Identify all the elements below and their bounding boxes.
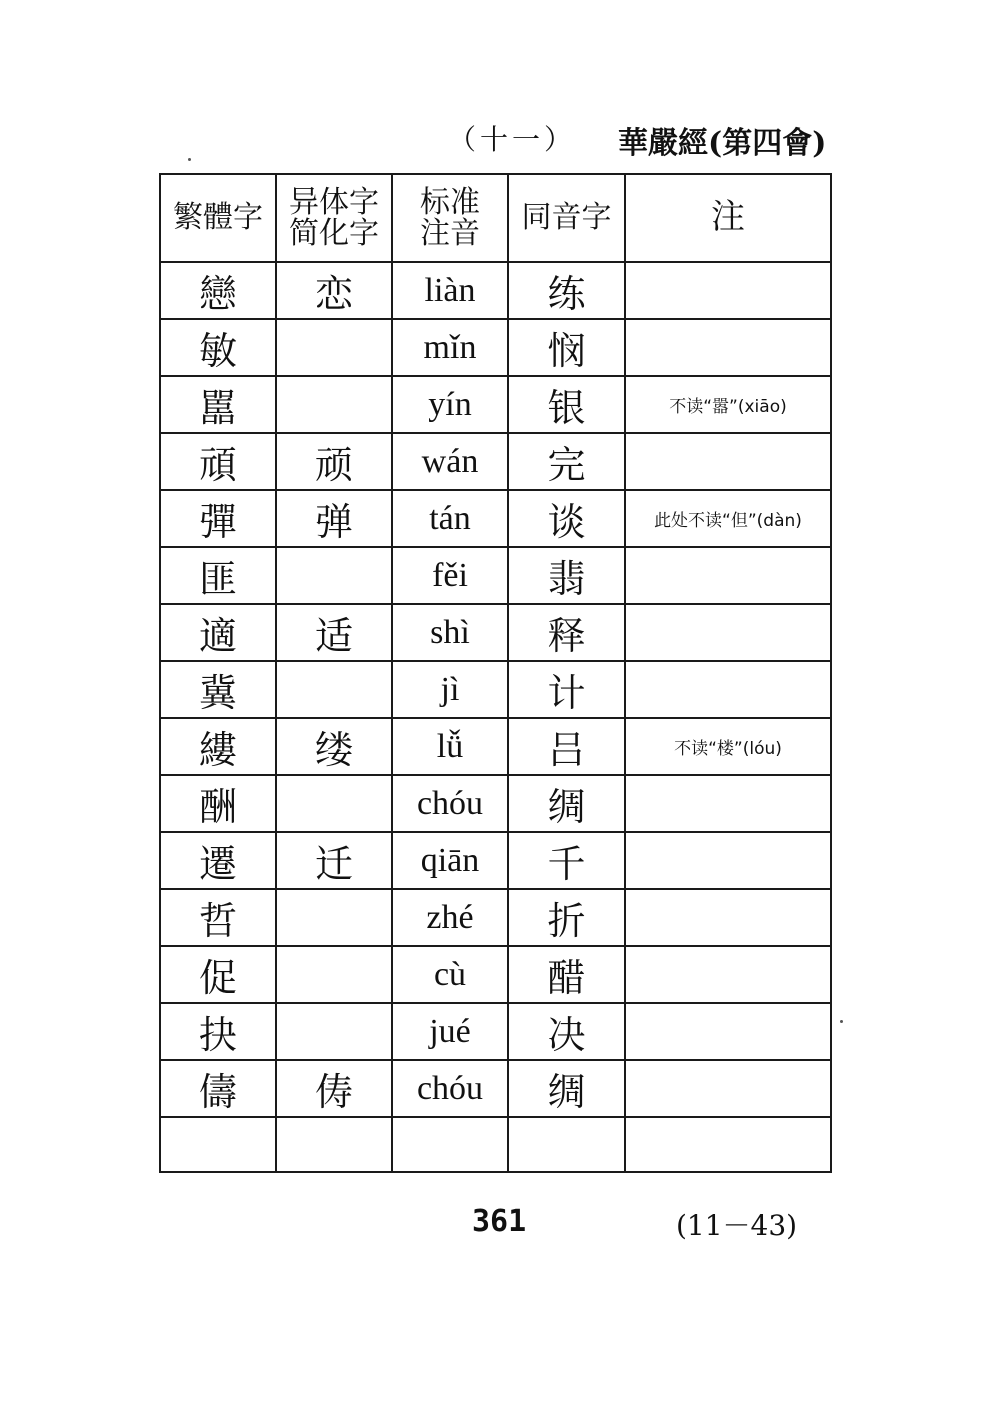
- traditional-char: 酬: [160, 775, 276, 832]
- traditional-char: 促: [160, 946, 276, 1003]
- note-cell: [625, 661, 831, 718]
- traditional-char: 哲: [160, 889, 276, 946]
- simplified-char: 恋: [276, 262, 392, 319]
- pronunciation-table: [159, 173, 832, 1173]
- traditional-char: 匪: [160, 547, 276, 604]
- simplified-char: 缕: [276, 718, 392, 775]
- homophone-char: 释: [508, 604, 625, 661]
- table-row: [160, 661, 831, 718]
- table-row: [160, 490, 831, 547]
- homophone-char: 绸: [508, 775, 625, 832]
- homophone-char: 悯: [508, 319, 625, 376]
- pinyin-cell: jué: [392, 1003, 508, 1060]
- traditional-char: 嚚: [160, 376, 276, 433]
- note-cell: [625, 775, 831, 832]
- traditional-char: 適: [160, 604, 276, 661]
- homophone-char: 折: [508, 889, 625, 946]
- pinyin-cell: yín: [392, 376, 508, 433]
- pinyin-cell: [392, 1117, 508, 1172]
- simplified-char: 迁: [276, 832, 392, 889]
- simplified-char: [276, 1117, 392, 1172]
- traditional-char: 頑: [160, 433, 276, 490]
- note-cell: [625, 889, 831, 946]
- table-row: [160, 1117, 831, 1172]
- table-row: [160, 832, 831, 889]
- note-cell: [625, 1003, 831, 1060]
- traditional-char: 抉: [160, 1003, 276, 1060]
- table-row: [160, 433, 831, 490]
- traditional-char: 冀: [160, 661, 276, 718]
- section-number: （十一）: [448, 123, 577, 156]
- pinyin-cell: tán: [392, 490, 508, 547]
- note-cell: [625, 1117, 831, 1172]
- header-variant-simplified: [276, 174, 392, 262]
- note-cell: [625, 433, 831, 490]
- pinyin-cell: qiān: [392, 832, 508, 889]
- simplified-char: [276, 661, 392, 718]
- scan-speck: [188, 158, 191, 161]
- sutra-title: 華嚴經(第四會): [618, 126, 827, 161]
- table-row: [160, 604, 831, 661]
- simplified-char: [276, 1003, 392, 1060]
- note-cell: 不读“楼”(lóu): [625, 718, 831, 775]
- homophone-char: 吕: [508, 718, 625, 775]
- homophone-char: 千: [508, 832, 625, 889]
- homophone-char: 练: [508, 262, 625, 319]
- table-row: [160, 1003, 831, 1060]
- homophone-char: 醋: [508, 946, 625, 1003]
- note-cell: [625, 604, 831, 661]
- header-homophone: 同音字: [508, 174, 625, 262]
- pinyin-cell: cù: [392, 946, 508, 1003]
- table-row: [160, 262, 831, 319]
- traditional-char: [160, 1117, 276, 1172]
- traditional-char: 縷: [160, 718, 276, 775]
- simplified-char: 俦: [276, 1060, 392, 1117]
- pinyin-cell: mǐn: [392, 319, 508, 376]
- pinyin-cell: zhé: [392, 889, 508, 946]
- simplified-char: 顽: [276, 433, 392, 490]
- homophone-char: 绸: [508, 1060, 625, 1117]
- traditional-char: 彈: [160, 490, 276, 547]
- page-footer: [0, 1204, 992, 1244]
- homophone-char: 完: [508, 433, 625, 490]
- table-row: [160, 775, 831, 832]
- pinyin-cell: lǚ: [392, 718, 508, 775]
- traditional-char: 戀: [160, 262, 276, 319]
- table-row: [160, 718, 831, 775]
- header-standard-pinyin: [392, 174, 508, 262]
- homophone-char: 决: [508, 1003, 625, 1060]
- pinyin-cell: chóu: [392, 775, 508, 832]
- page-header: [0, 118, 992, 161]
- header-variant-simplified-text: 异体字 简化字: [289, 184, 379, 251]
- traditional-char: 敏: [160, 319, 276, 376]
- simplified-char: 弹: [276, 490, 392, 547]
- pinyin-cell: wán: [392, 433, 508, 490]
- simplified-char: [276, 319, 392, 376]
- pinyin-cell: chóu: [392, 1060, 508, 1117]
- homophone-char: 翡: [508, 547, 625, 604]
- table-row: [160, 1060, 831, 1117]
- pinyin-cell: jì: [392, 661, 508, 718]
- note-cell: [625, 262, 831, 319]
- simplified-char: [276, 946, 392, 1003]
- header-note: 注: [625, 174, 831, 262]
- table-body: [160, 262, 831, 1172]
- header-traditional: 繁體字: [160, 174, 276, 262]
- note-cell: [625, 946, 831, 1003]
- note-cell: [625, 319, 831, 376]
- header-standard-pinyin-text: 标准 注音: [420, 184, 480, 251]
- page-number: 361: [472, 1204, 527, 1239]
- traditional-char: 儔: [160, 1060, 276, 1117]
- note-cell: 不读“嚣”(xiāo): [625, 376, 831, 433]
- simplified-char: [276, 547, 392, 604]
- pinyin-cell: liàn: [392, 262, 508, 319]
- simplified-char: [276, 775, 392, 832]
- pinyin-cell: shì: [392, 604, 508, 661]
- note-cell: [625, 547, 831, 604]
- note-cell: [625, 832, 831, 889]
- note-cell: 此处不读“但”(dàn): [625, 490, 831, 547]
- pinyin-cell: fěi: [392, 547, 508, 604]
- table-row: [160, 889, 831, 946]
- note-cell: [625, 1060, 831, 1117]
- homophone-char: 银: [508, 376, 625, 433]
- simplified-char: 适: [276, 604, 392, 661]
- table-row: [160, 946, 831, 1003]
- homophone-char: 计: [508, 661, 625, 718]
- traditional-char: 遷: [160, 832, 276, 889]
- page-reference: (11－43): [676, 1209, 798, 1242]
- homophone-char: 谈: [508, 490, 625, 547]
- table-row: [160, 376, 831, 433]
- scan-speck: [840, 1020, 843, 1023]
- homophone-char: [508, 1117, 625, 1172]
- table-row: [160, 547, 831, 604]
- simplified-char: [276, 889, 392, 946]
- table-row: [160, 319, 831, 376]
- table-header-row: [160, 174, 831, 262]
- simplified-char: [276, 376, 392, 433]
